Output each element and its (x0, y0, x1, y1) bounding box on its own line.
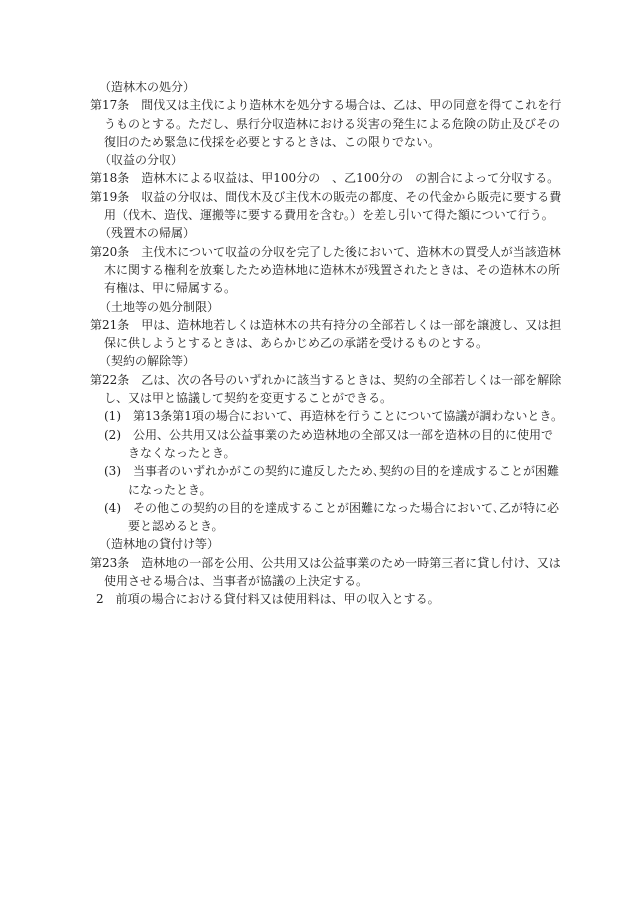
section-heading: （造林木の処分） (99, 80, 196, 94)
article-line-first (90, 243, 561, 261)
article-text: 木に関する権利を放棄したため造林地に造林木が残置されたときは、その造林木の所 (104, 262, 561, 277)
article-number: 第22条 (90, 372, 130, 387)
article-number: 第23条 (90, 555, 130, 570)
article-number: 第17条 (90, 98, 130, 113)
section-heading: （収益の分収） (99, 153, 184, 168)
article-number: 第20条 (90, 244, 130, 259)
article-line (90, 206, 554, 224)
article-line (90, 389, 550, 407)
article-line (90, 279, 550, 297)
article-line (90, 133, 550, 151)
article-line-first (90, 554, 561, 572)
list-item: きなくなったとき。 (128, 445, 236, 460)
article-text: 保に供しようとするときは、あらかじめ乙の承諾を受けるものとする。 (104, 336, 489, 351)
article-number: 第19条 (90, 189, 130, 204)
list-item: 要と認めるとき。 (128, 519, 224, 534)
article-text: 使用させる場合は、当事者が協議の上決定する。 (104, 574, 369, 589)
list-item: (1) 第13条第1項の場合において、再造林を行うことについて協議が調わないとき。 (104, 409, 563, 424)
section-heading: （土地等の処分制限） (99, 299, 220, 314)
article-text: 乙は、次の各号のいずれかに該当するときは、契約の全部若しくは一部を解除 (129, 372, 562, 387)
article-line-first (90, 316, 562, 334)
article-text: 復旧のため緊急に伐採を必要とするときは、この限りでない。 (104, 134, 441, 149)
article-text: 主伐木について収益の分収を完了した後において、造林木の買受人が当該造林 (129, 244, 561, 259)
section-heading: （造林地の貸付け等） (99, 537, 220, 552)
article-line (90, 334, 550, 352)
article-number: 第21条 (90, 317, 130, 332)
article-text: 収益の分収は、間伐木及び主伐木の販売の都度、その代金から販売に要する費 (129, 189, 562, 204)
article-text: 用（伐木、造伐、運搬等に要する費用を含む。）を差し引いて得た額について行う。 (104, 208, 554, 223)
paragraph-2: 2 前項の場合における貸付料又は使用料は、甲の収入とする。 (96, 592, 440, 607)
article-text: 造林地の一部を公用、公共用又は公益事業のため一時第三者に貸し付け、又は (129, 555, 561, 570)
list-item: (3) 当事者のいずれかがこの契約に違反したため､契約の目的を達成することが困難 (104, 464, 560, 479)
article-number: 第18条 (90, 171, 130, 186)
article-text: 間伐又は主伐により造林木を処分する場合は、乙は、甲の同意を得てこれを行 (129, 98, 562, 113)
article-text: 有権は、甲に帰属する。 (104, 281, 237, 296)
list-item: (2) 公用、公共用又は公益事業のため造林地の全部又は一部を造林の目的に使用で (104, 427, 554, 442)
article-line-first (90, 96, 562, 114)
article-line-first (90, 371, 562, 389)
article-line (90, 115, 561, 133)
list-item: (4) その他この契約の目的を達成することが困難になった場合において､乙が特に必 (104, 500, 560, 515)
article-line (90, 261, 561, 279)
list-item: になったとき。 (128, 482, 212, 497)
article-text: し、又は甲と協議して契約を変更することができる。 (104, 391, 393, 406)
section-heading: （残置木の帰属） (99, 226, 196, 241)
article-text: うものとする。ただし、県行分収造林における災害の発生による危険の防止及びその (104, 116, 561, 131)
article-text: 甲は、造林地若しくは造林木の共有持分の全部若しくは一部を譲渡し、又は担 (129, 317, 562, 332)
article-line (90, 572, 550, 590)
document-body (90, 78, 563, 609)
article-line-first (90, 169, 560, 187)
article-line-first (90, 188, 562, 206)
article-text: 造林木による収益は、甲100分の 、乙100分の の割合によって分収する。 (129, 171, 560, 186)
section-heading: （契約の解除等） (99, 354, 196, 369)
